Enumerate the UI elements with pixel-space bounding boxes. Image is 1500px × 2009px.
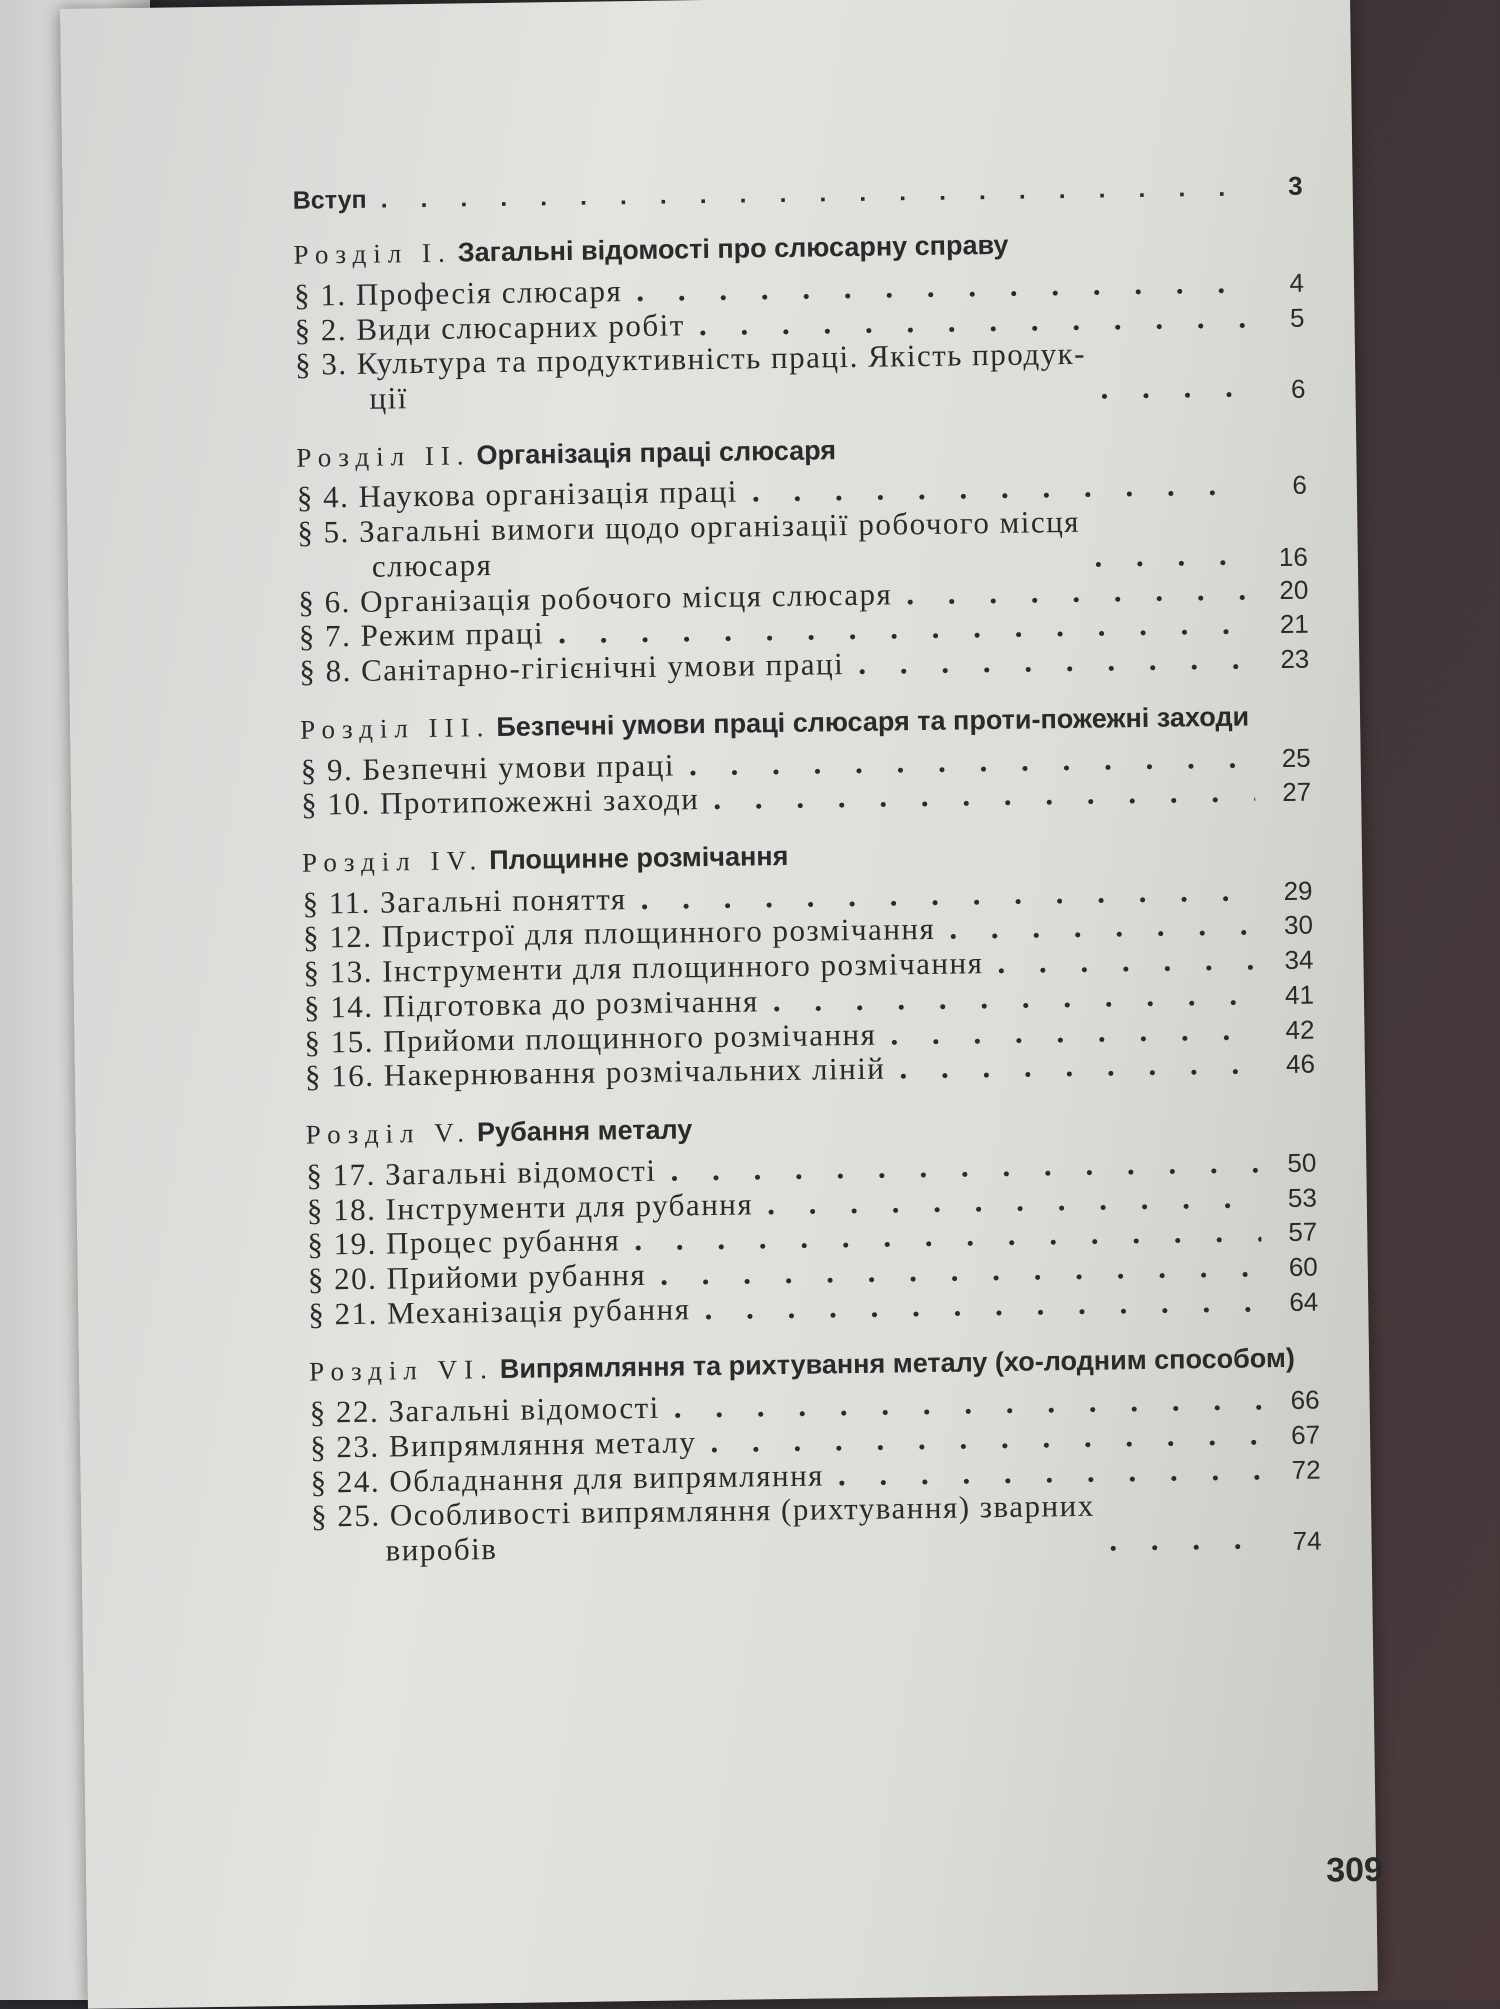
toc-entry: [311, 1486, 1322, 1570]
toc-entry-title: § 18. Інструменти для рубання: [306, 1185, 754, 1228]
toc-section: [296, 427, 1309, 689]
toc-entry-title: § 17. Загальні відомості: [306, 1152, 657, 1193]
table-of-contents: [293, 172, 1322, 1570]
section-name: Організація праці слюсаря: [476, 434, 837, 470]
toc-entry-title: § 16. Накернювання розмічальних ліній: [304, 1050, 886, 1095]
toc-entry-title: § 22. Загальні відомості: [309, 1389, 660, 1430]
dot-leader: [1100, 369, 1249, 406]
dot-leader: [858, 641, 1254, 681]
section-title: [300, 699, 1310, 747]
toc-entry-text: [301, 782, 700, 822]
section-title: [302, 833, 1312, 881]
toc-entry-page: 53: [1287, 1182, 1317, 1213]
toc-entry-text: [307, 1224, 620, 1263]
toc-entry-page: 41: [1284, 979, 1315, 1010]
toc-entry-page: 72: [1291, 1454, 1321, 1485]
toc-entry-text: [295, 337, 1087, 417]
page-number: 309: [1325, 1850, 1384, 1890]
toc-entry-page: 46: [1285, 1048, 1316, 1080]
section-prefix: Розділ VI.: [308, 1354, 495, 1388]
toc-section: [306, 1105, 1319, 1332]
toc-entry-title: § 23. Випрямляння металу: [309, 1424, 697, 1465]
toc-entry-title: § 9. Безпечні умови праці: [300, 747, 676, 788]
toc-entry-page: 23: [1280, 643, 1310, 675]
toc-entry-page: 25: [1281, 742, 1311, 773]
toc-entry-page: 6: [1292, 470, 1308, 501]
toc-entry-page: 3: [1287, 170, 1303, 201]
toc-entry-title: § 3. Культура та продуктивність праці. Якість продук-: [294, 336, 1087, 383]
section-name: Безпечні умови праці слюсаря та проти-пожежні заходи: [496, 701, 1250, 742]
dot-leader: [890, 1012, 1259, 1052]
toc-entry-page: 30: [1283, 910, 1314, 941]
dot-leader: [713, 775, 1255, 817]
toc-entry-title: § 14. Підготовка до розмічання: [303, 983, 760, 1025]
toc-entry-title: § 11. Загальні поняття: [302, 880, 627, 921]
toc-entry-continuation: виробів: [385, 1531, 498, 1568]
section-prefix: Розділ II.: [296, 440, 471, 473]
toc-entry-page: 74: [1292, 1525, 1322, 1556]
section-title: [309, 1342, 1319, 1390]
toc-entry-page: 34: [1284, 944, 1314, 976]
toc-entry-title: § 6. Організація робочого місця слюсаря: [298, 576, 893, 620]
toc-entry-title: § 5. Загальні вимоги щодо організації робочого місця: [297, 504, 1081, 550]
dot-leader: [752, 468, 1251, 510]
toc-entry-title: § 8. Санітарно-гігієнічні умови праці: [299, 646, 845, 689]
toc-section: [293, 225, 1305, 418]
toc-entry-page: 16: [1278, 541, 1309, 572]
toc-entry-title: § 2. Види слюсарних робіт: [294, 306, 686, 348]
section-title: [306, 1105, 1316, 1153]
toc-entry-title: § 20. Прийоми рубання: [307, 1256, 647, 1297]
toc-entry-page: 67: [1290, 1419, 1321, 1450]
toc-section: [302, 833, 1315, 1095]
dot-leader: [997, 943, 1258, 981]
toc-entry-title: § 15. Прийоми площинного розмічання: [304, 1016, 877, 1060]
toc-entry-title: § 13. Інструменти для площинного розмічання: [303, 945, 984, 990]
toc-entry-title: § 21. Механізація рубання: [308, 1291, 691, 1332]
toc-entry-page: 60: [1288, 1251, 1318, 1282]
toc-entry-title: § 19. Процес рубання: [307, 1222, 621, 1262]
section-title: [293, 225, 1303, 273]
dot-leader: [1109, 1521, 1266, 1558]
toc-entry-text: [302, 882, 627, 921]
toc-entry-text: [299, 647, 844, 689]
toc-entry-title: § 7. Режим праці: [298, 615, 545, 655]
toc-entry-title: § 12. Пристрої для площинного розмічання: [302, 911, 936, 956]
book-page: [60, 0, 1384, 2009]
toc-entry-text: [297, 505, 1080, 585]
section-prefix: Розділ I.: [293, 237, 452, 270]
dot-leader: [906, 572, 1253, 612]
toc-entry-page: 27: [1281, 776, 1312, 808]
toc-entry-page: 21: [1279, 608, 1309, 640]
toc-entry-page: 50: [1287, 1147, 1317, 1178]
toc-entry-text: [299, 617, 545, 655]
toc-section: [309, 1342, 1322, 1569]
toc-entry-continuation: слюсаря: [371, 546, 493, 584]
toc-entry-title: § 25. Особливості випрямляння (рихтування) зварних: [310, 1488, 1095, 1534]
toc-entry-text: [311, 1489, 1096, 1569]
section-prefix: Розділ V.: [305, 1117, 472, 1150]
toc-entry-text: [308, 1292, 691, 1332]
toc-entry-title: § 24. Обладнання для випрямляння: [310, 1457, 825, 1500]
toc-entry-intro: [293, 172, 1303, 215]
toc-entry-page: 66: [1290, 1384, 1320, 1416]
toc-entry-text: [305, 1052, 886, 1095]
toc-section: [300, 699, 1311, 822]
section-name: Загальні відомості про слюсарну справу: [457, 229, 1009, 268]
toc-entry-page: 20: [1279, 574, 1309, 605]
dot-leader: [838, 1452, 1265, 1493]
toc-entry-text: Вступ: [292, 185, 367, 215]
section-name: Випрямляння та рихтування металу (хо-лодним способом): [499, 1343, 1296, 1385]
dot-leader: [704, 1284, 1262, 1327]
toc-entry-title: § 4. Наукова організація праці: [296, 474, 739, 516]
dot-leader: [1094, 537, 1252, 574]
toc-entry-page: 42: [1285, 1014, 1315, 1045]
toc-entry-title: § 1. Професія слюсаря: [293, 273, 623, 313]
toc-entry-page: 57: [1288, 1216, 1318, 1248]
toc-entry-page: 4: [1289, 267, 1305, 298]
toc-entry: [295, 334, 1306, 418]
dot-leader: [949, 908, 1257, 947]
toc-entry-page: 6: [1290, 373, 1306, 404]
toc-entry-page: 29: [1283, 875, 1313, 906]
toc-entry-title: § 10. Протипожежні заходи: [300, 781, 700, 822]
section-prefix: Розділ III.: [299, 711, 491, 745]
section-prefix: Розділ IV.: [301, 845, 484, 878]
toc-entry-page: 64: [1289, 1286, 1319, 1317]
section-title: [296, 427, 1306, 475]
toc-entry-page: 5: [1289, 302, 1305, 333]
toc-sections: [293, 225, 1321, 1570]
dot-leader: [899, 1047, 1259, 1087]
section-name: Площинне розмічання: [489, 840, 789, 876]
section-name: Рубання металу: [476, 1114, 693, 1148]
dot-leader: [380, 173, 1246, 213]
toc-entry-continuation: ції: [369, 380, 409, 416]
